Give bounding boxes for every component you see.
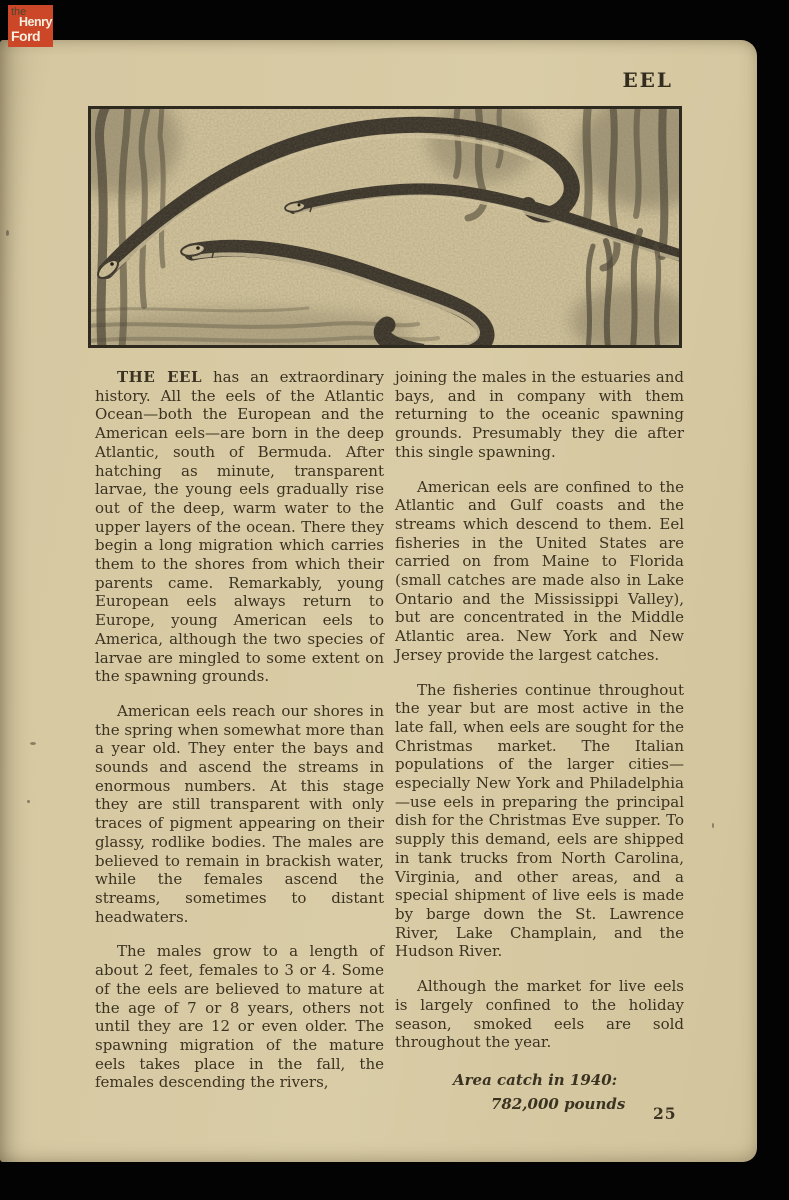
paragraph: joining the males in the estuaries and bays, and in company with them returning to the oceanic spawning grounds. Presumably they die after this single spawning. [395,368,684,461]
paragraph: American eels reach our shores in the spring when somewhat more than a year old. They enter the bays and sounds and ascend the streams in enormous numbers. At this stage they are still transparent with only traces of pigment appearing on their glassy, rodlike bodies. The males are believed to remain in brackish water, while the females ascend the streams, sometimes to distant headwaters. [95,701,384,926]
area-catch-stat [395,1068,684,1116]
paragraph: American eels are confined to the Atlantic and Gulf coasts and the streams which descend to them. Eel fisheries in the United States are carried on from Maine to Florida (small catches are made also in Lake Ontario and the Mississippi Valley), but are concentrated in the Middle Atlantic area. New York and New Jersey provide the largest catches. [395,477,684,664]
paragraph: The fisheries continue throughout the year but are most active in the late fall, when eels are sought for the Christmas market. The Italian populations of the larger cities—especially New York and Philadelphia—use eels in preparing the principal dish for the Christmas Eve supper. To supply this demand, eels are shipped in tank trucks from North Carolina, Virginia, and other areas, and a special shipment of live eels is made by barge down the St. Lawrence River, Lake Champlain, and the Hudson River. [395,680,684,961]
scan-speck [30,742,36,745]
logo-text-ford: Ford [11,28,41,44]
stipple-texture [88,106,682,348]
logo-text-henry: Henry [19,15,52,29]
page-header-title: EEL [622,68,673,92]
paragraph: Although the market for live eels is largely confined to the holiday season, smoked eels are sold throughout the year. [395,977,684,1052]
stat-value: 782,000 pounds [491,1094,626,1113]
stat-label: Area catch in 1940: [453,1070,618,1089]
right-column [395,368,684,1116]
eel-drawing-svg [88,106,682,348]
left-column [95,368,384,1116]
paragraph-text: has an extraordinary history. All the eels of the Atlantic Ocean—both the European and the American eels—are born in the deep Atlantic, south of Bermuda. After hatching as minute, transparent larvae, the young eels gradually rise out of the deep, warm water to the upper layers of the ocean. There they begin a long migration which carries them to the shores from which their parents came. Remarkably, young European eels always return to Europe, young American eels to America, although the two species of larvae are mingled to some extent on the spawning grounds. [95,368,384,686]
logo-text-the: the [11,6,27,18]
article-body [95,368,684,1116]
eel-illustration [88,106,682,348]
henry-ford-logo [8,5,53,47]
paragraph: The males grow to a length of about 2 feet, females to 3 or 4. Some of the eels are believed to mature at the age of 7 or 8 years, others not until they are 12 or even older. The spawning migration of the mature eels takes place in the fall, the females descending the rivers, [95,942,384,1092]
book-page [0,40,757,1162]
paragraph [95,368,384,686]
scan-speck [27,800,30,803]
scan-speck [712,823,714,828]
page-number: 25 [653,1104,677,1123]
scan-speck [6,230,9,236]
lead-in: THE EEL [117,368,203,386]
